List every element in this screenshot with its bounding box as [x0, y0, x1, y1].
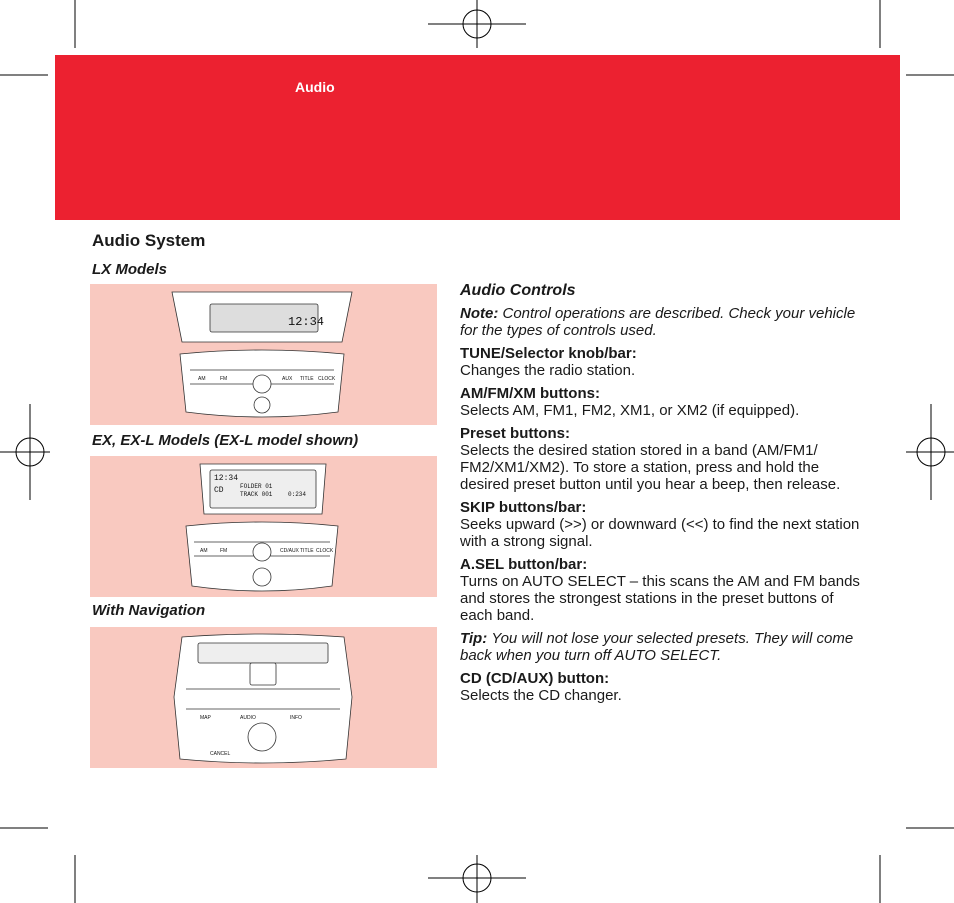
figure-lx-panel	[90, 284, 437, 425]
control-label: TUNE/Selector knob/bar:	[460, 345, 637, 362]
control-item	[460, 385, 860, 419]
control-item	[460, 345, 860, 379]
tip-text: You will not lose your selected presets. They will come back when you turn off AUTO SELECT.	[460, 630, 854, 664]
lx-button-label: TITLE	[300, 376, 314, 382]
ex-button-label: TITLE	[300, 548, 314, 554]
control-item	[460, 499, 860, 550]
figure-ex-panel	[90, 456, 437, 597]
control-text: Selects the CD changer.	[460, 687, 622, 704]
lx-audio-unit-illustration	[90, 284, 437, 425]
lx-button-label: CLOCK	[318, 376, 336, 382]
note-paragraph	[460, 305, 860, 339]
ex-button-label: AM	[200, 548, 208, 554]
control-item	[460, 556, 860, 624]
figure-caption-ex: EX, EX-L Models (EX-L model shown)	[92, 432, 359, 449]
ex-source: CD	[214, 486, 224, 495]
control-label: CD (CD/AUX) button:	[460, 670, 610, 687]
control-text: Selects the desired station stored in a band (AM/FM1/ FM2/XM1/XM2). To store a station, press and hold the desired preset button until you hear a beep, then release.	[460, 442, 841, 493]
note-label: Note:	[460, 305, 499, 322]
control-label: AM/FM/XM buttons:	[460, 385, 600, 402]
ex-line1: FOLDER 01	[240, 483, 273, 490]
nav-button-label: AUDIO	[240, 715, 256, 721]
lx-clock: 12:34	[288, 315, 325, 329]
control-text: Changes the radio station.	[460, 362, 636, 379]
figure-nav-panel	[90, 627, 437, 768]
control-item	[460, 670, 860, 704]
nav-button-label: CANCEL	[210, 751, 231, 757]
control-label: SKIP buttons/bar:	[460, 499, 587, 516]
control-text: Seeks upward (>>) or downward (<<) to find the next station with a strong signal.	[460, 516, 860, 550]
ex-line2: TRACK 001	[240, 491, 273, 498]
ex-button-label: CLOCK	[316, 548, 334, 554]
note-text: Control operations are described. Check your vehicle for the types of controls used.	[460, 305, 856, 339]
ex-button-label: FM	[220, 548, 228, 554]
nav-button-label: INFO	[290, 715, 302, 721]
ex-clock: 12:34	[214, 474, 239, 483]
figure-caption-lx: LX Models	[92, 261, 168, 278]
nav-audio-unit-illustration	[90, 627, 437, 768]
control-text: Turns on AUTO SELECT – this scans the AM and FM bands and stores the strongest stations in the preset buttons of each band.	[460, 573, 860, 624]
lx-button-label: AUX	[282, 376, 293, 382]
lx-button-label: AM	[198, 376, 206, 382]
control-label: A.SEL button/bar:	[460, 556, 588, 573]
control-item	[460, 425, 860, 493]
nav-button-label: MAP	[200, 715, 211, 721]
header-banner	[55, 55, 900, 220]
ex-button-label: CD/AUX	[280, 548, 299, 554]
ex-time: 0:234	[288, 491, 307, 498]
audio-controls-column	[460, 282, 860, 710]
section-title: Audio System	[92, 231, 206, 250]
figure-caption-nav: With Navigation	[92, 602, 206, 619]
audio-controls-heading: Audio Controls	[460, 282, 576, 299]
banner-title: Audio	[295, 79, 335, 95]
control-label: Preset buttons:	[460, 425, 571, 442]
tip-label: Tip:	[460, 630, 488, 647]
lx-button-label: FM	[220, 376, 228, 382]
tip-paragraph	[460, 630, 860, 664]
control-text: Selects AM, FM1, FM2, XM1, or XM2 (if equipped).	[460, 402, 800, 419]
ex-audio-unit-illustration	[90, 456, 437, 597]
